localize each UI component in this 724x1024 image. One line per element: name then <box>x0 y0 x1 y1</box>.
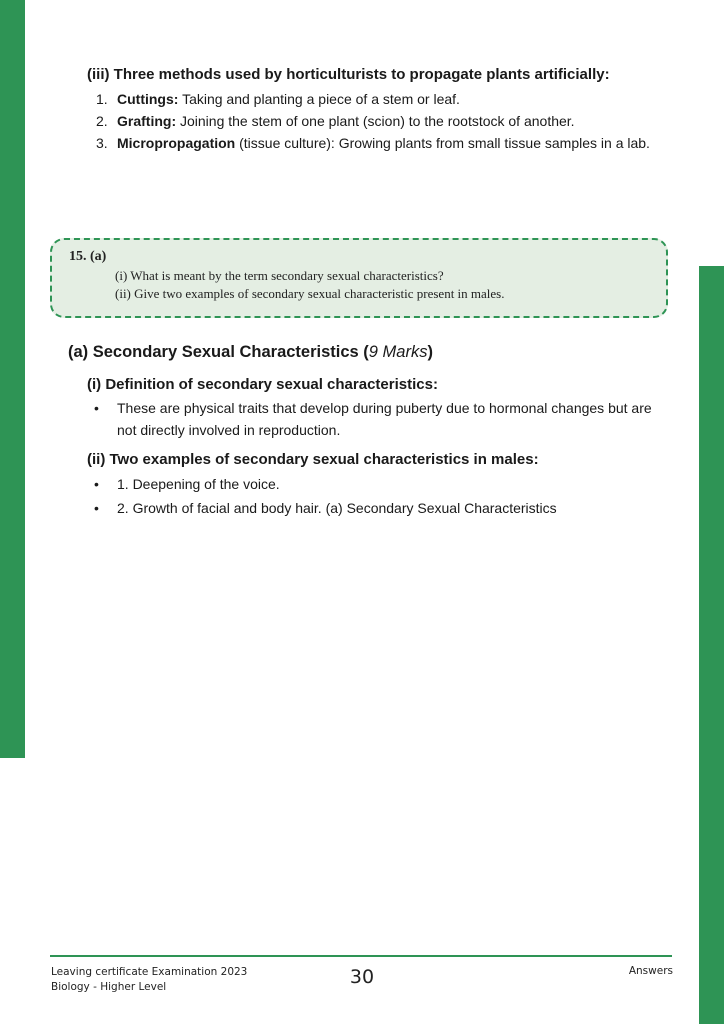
bullet-icon: • <box>94 500 99 516</box>
question-line-i: (i) What is meant by the term secondary sexual characteristics? <box>115 268 444 283</box>
footer-exam: Leaving certificate Examination 2023 <box>51 966 248 978</box>
question-number: 15. (a) <box>69 249 107 264</box>
question-box <box>50 238 668 318</box>
item-text: (tissue culture): Growing plants from small tissue samples in a lab. <box>235 135 650 151</box>
bullet-icon: • <box>94 476 99 492</box>
left-accent-bar <box>0 0 25 758</box>
item-text: Joining the stem of one plant (scion) to the rootstock of another. <box>176 113 575 129</box>
item-number: 3. <box>96 135 108 151</box>
right-accent-bar <box>699 266 724 1024</box>
page-number: 30 <box>349 966 375 988</box>
item-text: Taking and planting a piece of a stem or leaf. <box>178 91 460 107</box>
bullet-text: 2. Growth of facial and body hair. (a) Secondary Sexual Characteristics <box>117 500 557 516</box>
answer-heading-text: (a) Secondary Sexual Characteristics ( <box>68 343 369 361</box>
item-term: Grafting: <box>117 113 177 129</box>
item-term: Micropropagation <box>117 135 236 151</box>
footer-divider <box>50 955 672 957</box>
list-item <box>94 497 659 519</box>
list-item <box>96 132 656 154</box>
part-ii-heading: (ii) Two examples of secondary sexual characteristics in males: <box>87 451 539 468</box>
section-iii-heading: (iii) Three methods used by horticulturists to propagate plants artificially: <box>87 66 610 83</box>
bullet-text: These are physical traits that develop during puberty due to hormonal changes but are not directly involved in reproduction. <box>117 400 652 438</box>
bullet-text: 1. Deepening of the voice. <box>117 476 280 492</box>
footer-subject: Biology - Higher Level <box>51 981 167 993</box>
item-term: Cuttings: <box>117 91 179 107</box>
item-number: 2. <box>96 113 108 129</box>
answer-heading <box>68 343 433 362</box>
bullet-icon: • <box>94 400 99 416</box>
answer-heading-close: ) <box>427 343 433 361</box>
list-item <box>96 88 656 110</box>
marks-label: 9 Marks <box>368 343 428 361</box>
list-item <box>96 110 656 132</box>
item-number: 1. <box>96 91 108 107</box>
question-line-ii: (ii) Give two examples of secondary sexual characteristic present in males. <box>115 286 505 301</box>
list-item <box>94 473 659 495</box>
footer-section: Answers <box>628 965 673 977</box>
part-i-heading: (i) Definition of secondary sexual characteristics: <box>87 376 438 393</box>
footer-exam-info <box>51 965 247 995</box>
list-item <box>94 397 659 441</box>
